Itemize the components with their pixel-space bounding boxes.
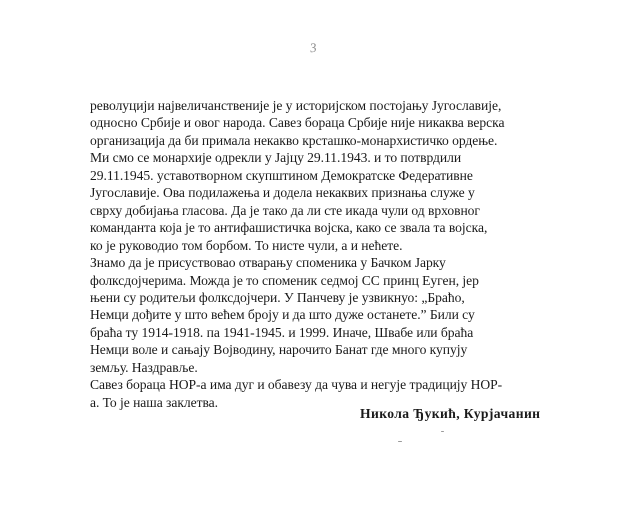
text-line: Југославије. Ова подилажења и додела некаквих признања служе у: [90, 185, 475, 201]
text-line: њени су родитељи фолксдојчери. У Панчеву је узвикнуо: „Браћо,: [90, 289, 465, 305]
text-line: Ми смо се монархије одрекли у Јајцу 29.11.1943. и то потврдили: [90, 150, 462, 166]
scan-speck: [398, 441, 402, 442]
text-line: Знамо да је присуствовао отварању споменика у Бачком Јарку: [90, 255, 446, 271]
text-line: браћа ту 1914-1918. па 1941-1945. и 1999. Иначе, Швабе или браћа: [90, 324, 474, 340]
text-line: ко је руководио том борбом. То нисте чули, а и нећете.: [90, 237, 403, 253]
author-signature: Никола Ђукић, Курјачанин: [360, 406, 541, 421]
scan-speck: [441, 431, 444, 432]
text-line: Немци дођите у што већем броју и да што дуже останете.” Били су: [90, 307, 475, 323]
page-number: 3: [308, 39, 318, 56]
text-line: Немци воле и сањају Војводину, нарочито Банат где много купују: [90, 342, 468, 358]
text-line: Савез бораца НОР-а има дуг и обавезу да чува и негује традицију НОР-: [90, 377, 503, 393]
text-line: организација да би примала некакво крсташко-монархистичко ордење.: [90, 132, 498, 148]
text-line: револуцији највеличанственије је у историјском постојању Југославије,: [90, 98, 502, 113]
text-line: односно Србије и овог народа. Савез бораца Србије није никаква верска: [90, 115, 505, 131]
text-line: команданта која је то антифашистичка војска, како се звала та војска,: [90, 220, 488, 236]
text-line: а. То је наша заклетва.: [90, 394, 219, 410]
text-line: фолксдојчерима. Можда је то споменик седмој СС принц Еуген, јер: [90, 272, 479, 288]
text-line: 29.11.1945. уставотворном скупштином Демократске Федеративне: [90, 167, 473, 183]
text-line: сврху добијања гласова. Да је тако да ли сте икада чули од врховног: [90, 202, 480, 218]
text-line: земљу. Наздравље.: [90, 359, 198, 375]
letter-body: [90, 97, 560, 411]
